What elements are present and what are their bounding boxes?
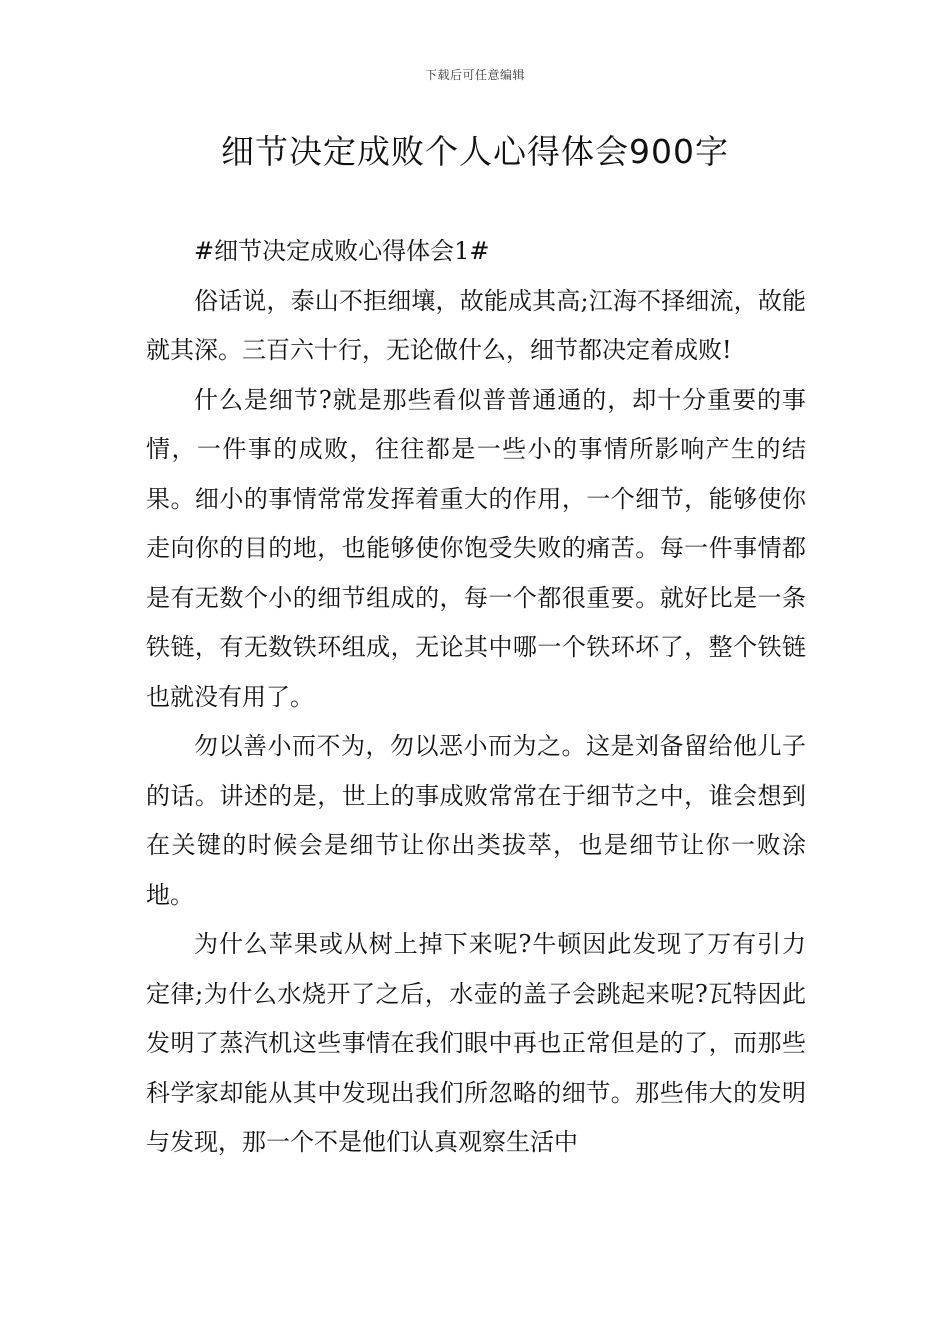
section-heading: #细节决定成败心得体会1# [194, 237, 490, 265]
document-title: 细节决定成败个人心得体会900字 [221, 132, 729, 171]
paragraph-3: 勿以善小而不为，勿以恶小而为之。这是刘备留给他儿子的话。讲述的是，世上的事成败常常在于细节之中，谁会想到在关键的时候会是细节让你出类拔萃，也是细节让你一败涂地。 [146, 732, 806, 909]
header-note: 下载后可任意编辑 [424, 68, 525, 82]
paragraph-2: 什么是细节?就是那些看似普普通通的，却十分重要的事情，一件事的成败，往往都是一些小的事情所影响产生的结果。细小的事情常常发挥着重大的作用，一个细节，能够使你走向你的目的地，也能够使你饱受失败的痛苦。每一件事情都是有无数个小的细节组成的，每一个都很重要。就好比是一条铁链，有无数铁环组成，无论其中哪一个铁环坏了，整个铁链也就没有用了。 [146, 385, 806, 711]
paragraph-1: 俗话说，泰山不拒细壤，故能成其高;江海不择细流，故能就其深。三百六十行，无论做什么，细节都决定着成败! [146, 286, 806, 364]
document-body [146, 227, 806, 1168]
paragraph-4: 为什么苹果或从树上掉下来呢?牛顿因此发现了万有引力定律;为什么水烧开了之后，水壶的盖子会跳起来呢?瓦特因此发明了蒸汽机这些事情在我们眼中再也正常但是的了，而那些科学家却能从其中发现出我们所忽略的细节。那些伟大的发明与发现，那一个不是他们认真观察生活中 [146, 930, 806, 1156]
